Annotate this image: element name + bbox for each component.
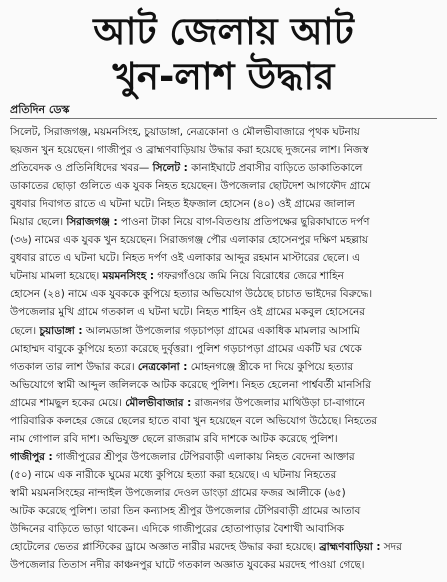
article-line: পারিবারিক কলহের জেরে ছেলের হাতে বাবা খুন হয়েছেন বলে অভিযোগ উঠেছে। নিহতের (10, 414, 377, 427)
article-line: গতকাল তার লাশ উদ্ধার করে। নেত্রকোনা : মোহনগঞ্জে স্ত্রীকে দা দিয়ে কুপিয়ে হত্যার (10, 360, 354, 373)
article-line: ছয়জন খুন হয়েছেন। গাজীপুর ও ব্রাহ্মণবাড়িয়ায় উদ্ধার করা হয়েছে দুজনের লাশ। নিজস্ব (10, 144, 369, 157)
article-line: হোটেলের ভেতর প্লাস্টিকের ড্রামে অজ্ঞাত নারীর মরদেহ উদ্ধার করা হয়েছে। ব্রাহ্মণবাড়িয়া : সদর (10, 541, 402, 554)
article-body (10, 123, 439, 574)
article-line: স্বামী ময়মনসিংহের নান্দাইল উপজেলার দেওল ডাংড়া গ্রামের ফজর আলীকে (৬৫) (10, 486, 346, 499)
article-line: প্রতিবেদক ও প্রতিনিধিদের খবর— সিলেট : কানাইঘাটে প্রবাসীর বাড়িতে ডাকাতিকালে (10, 162, 363, 175)
article-line: বুধবার দিবাগত রাতে এ ঘটনা ঘটে। নিহত ইফজাল হোসেন (৪০) ওই গ্রামের জালাল (10, 198, 355, 211)
headline-line-1: আট জেলায় আট (93, 10, 354, 53)
location-keyword: নেত্রকোনা : (137, 360, 188, 373)
article-line: সিলেট, সিরাজগঞ্জ, ময়মনসিংহ, চুয়াডাঙ্গা, নেত্রকোনা ও মৌলভীবাজারে পৃথক ঘটনায় (10, 126, 360, 138)
location-keyword: সিরাজগঞ্জ : (66, 216, 118, 229)
article-line: বুধবার রাতে এ ঘটনা ঘটে। নিহত দর্পণ ওই এলাকার আব্দুর রহমান মাস্টারের ছেলে। এ (10, 252, 361, 265)
article-line: ডাকাতের ছোড়া গুলিতে এক যুবক নিহত হয়েছেন। উপজেলার ছোটদেশ আগফৌদ গ্রামে (10, 180, 371, 193)
article-line: আটক করেছে পুলিশ। তারা তিন কন্যাসহ শ্রীপুর উপজেলার টেপিরবাড়ী গ্রামের আতাব (10, 504, 361, 517)
location-keyword: ময়মনসিংহ : (102, 270, 154, 283)
location-keyword: গাজীপুর : (10, 450, 53, 463)
headline (0, 10, 447, 100)
article-line: (৫০) নামে এক নারীকে ঘুমের মধ্যে কুপিয়ে হত্যা করা হয়েছে। এ ঘটনায় নিহতের (10, 468, 337, 481)
article-line: হোসেন (২৪) নামে এক যুবককে কুপিয়ে হত্যার অভিযোগ উঠেছে চাচাত ভাইদের বিরুদ্ধে। (10, 288, 373, 301)
location-keyword: ব্রাহ্মণবাড়িয়া : (319, 541, 381, 554)
article-line: ঘটনায় মামলা হয়েছে। ময়মনসিংহ : গফরগাঁওয়ে জমি নিয়ে বিরোধের জেরে শাহিন (10, 270, 344, 283)
article-line: (৩৬) নামের এক যুবক খুন হয়েছেন। সিরাজগঞ্জ পৌর এলাকার হোসেনপুর দক্ষিণ মহল্লায় (10, 234, 368, 247)
byline-divider (10, 118, 437, 119)
article-line: উপজেলার মুখি গ্রামে গতকাল এ ঘটনা ঘটে। নিহত শাহিন ওই গ্রামের মকবুল হোসেনের (10, 306, 365, 319)
location-keyword: চুয়াডাঙ্গা : (39, 324, 83, 337)
headline-line-2: খুন-লাশ উদ্ধার (112, 55, 335, 98)
article-line: নাম গোপাল রবি দাশ। অভিযুক্ত ছেলে রাজরাম রবি দাশকে আটক করেছে পুলিশ। (10, 432, 338, 445)
article-line: মোহাম্মদ বাবুকে কুপিয়ে হত্যা করেছে দুর্বৃত্তরা। পুলিশ গড়চাপড়া গ্রামের একটি ঘর থেকে (10, 342, 362, 355)
article-line: গ্রামের শামছুল হকের মেয়ে। মৌলভীবাজার : রাজনগর উপজেলার মাথিউড়া চা-বাগানে (10, 396, 365, 409)
article-line: ছেলে। চুয়াডাঙ্গা : আলমডাঙ্গা উপজেলার গড়চাপড়া গ্রামের একাধিক মামলার আসামি (10, 324, 360, 337)
article-line: মিয়ার ছেলে। সিরাজগঞ্জ : পাওনা টাকা নিয়ে বাগ-বিতণ্ডায় প্রতিপক্ষের ছুরিকাঘাতে দর্পণ (10, 216, 370, 229)
article-line: গাজীপুর : গাজীপুরের শ্রীপুর উপজেলার টেপিরবাড়ী এলাকায় নিহত বেদেনা আক্তার (10, 450, 355, 463)
article-line: অভিযোগে স্বামী আব্দুল জলিলকে আটক করেছে পুলিশ। নিহত হেলেনা পার্শ্ববর্তী মানসিরি (10, 378, 371, 391)
byline: প্রতিদিন ডেস্ক (10, 103, 70, 116)
article-line: উদ্দিনের বাড়িতে ভাড়া থাকেন। এদিকে গাজীপুরের হোতাপাড়ার বৈশাখী আবাসিক (10, 523, 344, 536)
location-keyword: মৌলভীবাজার : (125, 396, 192, 409)
article-line: উপজেলার তিতাস নদীর কাঞ্চনপুর ঘাটে গতকাল অজ্ঞাত যুবকের মরদেহ পাওয়া গেছে। (10, 559, 365, 572)
location-keyword: সিলেট : (152, 162, 188, 175)
